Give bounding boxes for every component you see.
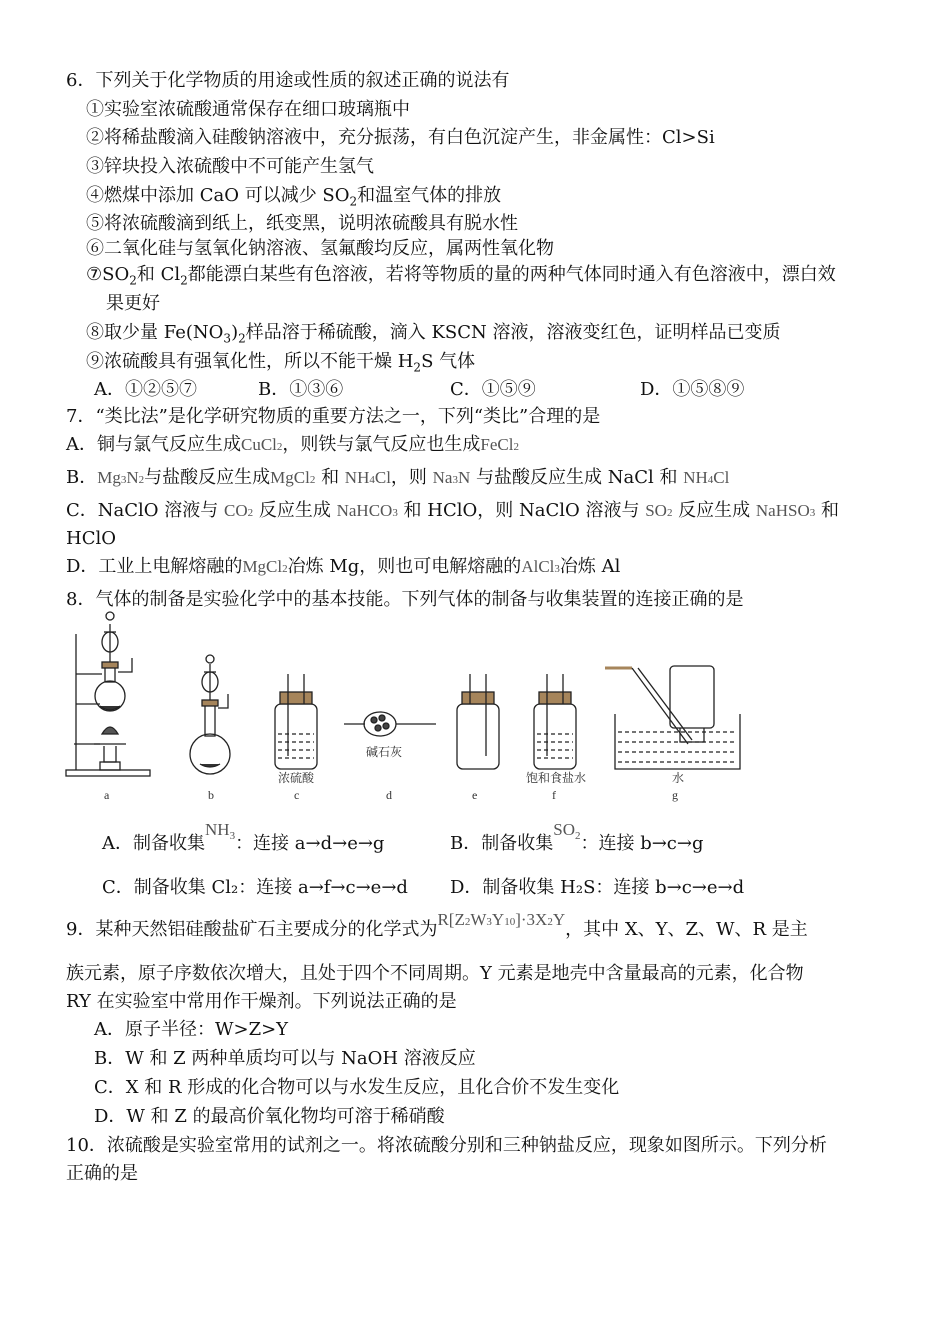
q7-opt-c: C．NaClO 溶液与 CO2 反应生成 NaHCO3 和 HClO，则 NaClO 溶液与 SO2 反应生成 NaHSO3 和 — [66, 500, 839, 521]
q8-stem: 8．气体的制备是实验化学中的基本技能。下列气体的制备与收集装置的连接正确的是 — [66, 589, 744, 610]
q6-opt-a: A．①②⑤⑦ — [94, 379, 197, 400]
q6-s3: ③锌块投入浓硫酸中不可能产生氢气 — [86, 156, 374, 177]
label-conc-acid: 浓硫酸 — [278, 771, 315, 785]
apparatus-a — [66, 612, 150, 776]
q7-opt-d: D．工业上电解熔融的MgCl2冶炼 Mg，则也可电解熔融的AlCl3冶炼 Al — [66, 556, 621, 577]
q7-opt-c-cont: HClO — [66, 528, 116, 549]
q6-opt-d: D．①⑤⑧⑨ — [640, 379, 745, 400]
q6-opt-c: C．①⑤⑨ — [450, 379, 536, 400]
q9-stem-3: RY 在实验室中常用作干燥剂。下列说法正确的是 — [66, 991, 457, 1012]
apparatus-c — [275, 674, 317, 769]
q10-stem-1: 10．浓硫酸是实验室常用的试剂之一。将浓硫酸分别和三种钠盐反应，现象如图所示。下列分析 — [66, 1135, 827, 1156]
label-a: a — [104, 788, 110, 802]
q8-opt-c: C．制备收集 Cl₂：连接 a→f→c→e→d — [102, 877, 408, 898]
q9-opt-c: C．X 和 R 形成的化合物可以与水发生反应，且化合价不发生变化 — [94, 1077, 620, 1098]
q7-opt-b: B．Mg3N2与盐酸反应生成MgCl2 和 NH4Cl，则 Na3N 与盐酸反应生成 NaCl 和 NH4Cl — [66, 467, 730, 488]
q10-stem-2: 正确的是 — [66, 1163, 138, 1184]
label-f: f — [552, 788, 556, 802]
q6-s4: ④燃煤中添加 CaO 可以减少 $SO_2$和温室气体的排放 — [86, 185, 502, 209]
label-c: c — [294, 788, 300, 802]
apparatus-b — [190, 655, 230, 774]
q8-opt-b: B．制备收集$SO^2$：连接 b→c→g — [450, 820, 704, 854]
label-water: 水 — [672, 771, 685, 785]
q7-stem: 7．“类比法”是化学研究物质的重要方法之一，下列“类比”合理的是 — [66, 406, 601, 427]
q9-stem-1: 9．某种天然铝硅酸盐矿石主要成分的化学式为R[Z2W3Y10]·3X2Y，其中 X、Y、Z、W、R 是主 — [66, 910, 808, 940]
label-soda-lime: 碱石灰 — [366, 745, 403, 759]
q7-opt-a: A．铜与氯气反应生成CuCl2，则铁与氯气反应也生成FeCl2 — [66, 434, 519, 455]
q6-s1: ①实验室浓硫酸通常保存在细口玻璃瓶中 — [86, 99, 410, 120]
apparatus-g — [605, 666, 740, 769]
apparatus-f — [534, 674, 576, 769]
q6-s8: ⑧取少量 $Fe(NO_3)_2$样品溶于稀硫酸，滴入 KSCN 溶液，溶液变红色，证明样品已变质 — [86, 322, 781, 346]
q8-opt-a: A．制备收集$NH^3$：连接 a→d→e→g — [102, 820, 385, 854]
q6-s6: ⑥二氧化硅与氢氧化钠溶液、氢氟酸均反应，属两性氧化物 — [86, 238, 554, 259]
q9-opt-b: B．W 和 Z 两种单质均可以与 NaOH 溶液反应 — [94, 1048, 476, 1069]
apparatus-figure — [60, 604, 780, 804]
q8-opt-d: D．制备收集 H₂S：连接 b→c→e→d — [450, 877, 745, 898]
q6-s2: ②将稀盐酸滴入硅酸钠溶液中，充分振荡，有白色沉淀产生，非金属性：Cl>Si — [86, 127, 715, 148]
label-d: d — [386, 788, 392, 802]
q9-opt-a: A．原子半径：W>Z>Y — [94, 1019, 289, 1040]
label-g: g — [672, 788, 678, 802]
q9-opt-d: D．W 和 Z 的最高价氧化物均可溶于稀硝酸 — [94, 1106, 445, 1127]
q6-s5: ⑤将浓硫酸滴到纸上，纸变黑，说明浓硫酸具有脱水性 — [86, 213, 518, 234]
q6-s9: ⑨浓硫酸具有强氧化性，所以不能干燥 $H_2S$ 气体 — [86, 351, 476, 375]
q9-stem-2: 族元素，原子序数依次增大，且处于四个不同周期。Y 元素是地壳中含量最高的元素，化合物 — [66, 963, 804, 984]
apparatus-e — [457, 674, 499, 769]
q6-opt-b: B．①③⑥ — [258, 379, 344, 400]
q6-s7: $⑦SO_2$和 $Cl_2$都能漂白某些有色溶液，若将等物质的量的两种气体同时通入有色溶液中，漂白效 — [86, 264, 836, 288]
label-e: e — [472, 788, 478, 802]
apparatus-d — [344, 712, 436, 736]
q6-s7-cont: 果更好 — [106, 293, 160, 314]
q6-stem: 6．下列关于化学物质的用途或性质的叙述正确的说法有 — [66, 70, 510, 91]
label-brine: 饱和食盐水 — [526, 771, 587, 785]
label-b: b — [208, 788, 214, 802]
